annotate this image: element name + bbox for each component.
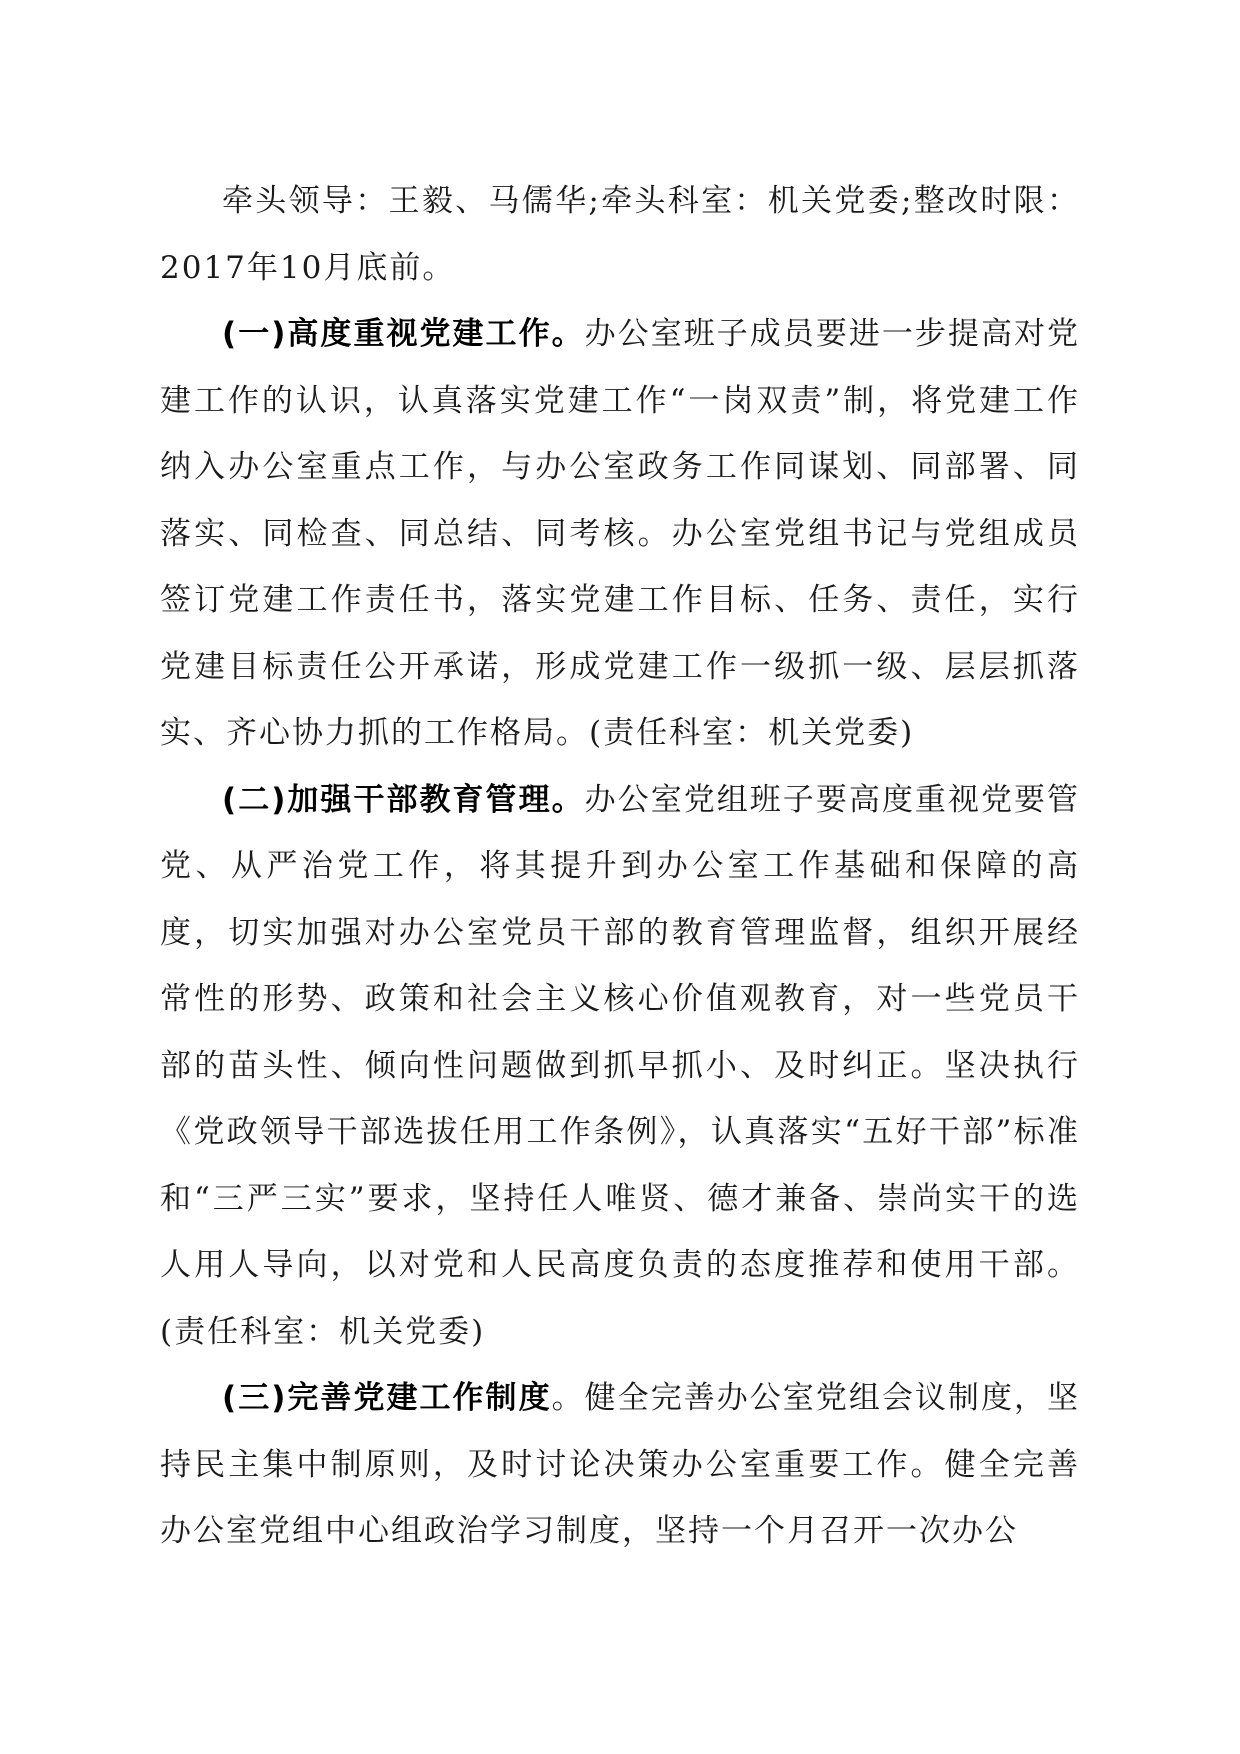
paragraph-section-1 [160,301,1080,767]
document-body [160,168,1080,1565]
section-2-heading: (二)加强干部教育管理。 [222,781,585,818]
section-2-text: 办公室党组班子要高度重视党要管党、从严治党工作，将其提升到办公室工作基础和保障的高度，切实加强对办公室党员干部的教育管理监督，组织开展经常性的形势、政策和社会主义核心价值观教育，对一些党员干部的苗头性、倾向性问题做到抓早抓小、及时纠正。坚决执行《党政领导干部选拔任用工作条例》，认真落实“五好干部”标准和“三严三实”要求，坚持任人唯贤、德才兼备、崇尚实干的选人用人导向，以对党和人民高度负责的态度推荐和使用干部。(责任科室：机关党委) [160,781,1080,1350]
section-1-heading: (一)高度重视党建工作。 [222,316,585,352]
paragraph-lead-text: 牵头领导：王毅、马儒华;牵头科室：机关党委;整改时限：2017年10月底前。 [160,183,1080,286]
section-3-heading: (三)完善党建工作制度 [222,1380,552,1416]
paragraph-lead [160,168,1080,301]
paragraph-section-3 [160,1365,1080,1565]
section-3-text: 。健全完善办公室党组会议制度，坚持民主集中制原则，及时讨论决策办公室重要工作。健全完善办公室党组中心组政治学习制度，坚持一个月召开一次办公 [160,1380,1081,1549]
paragraph-section-2 [160,767,1080,1366]
section-1-text: 办公室班子成员要进一步提高对党建工作的认识，认真落实党建工作“一岗双责”制，将党建工作纳入办公室重点工作，与办公室政务工作同谋划、同部署、同落实、同检查、同总结、同考核。办公室党组书记与党组成员签订党建工作责任书，落实党建工作目标、任务、责任，实行党建目标责任公开承诺，形成党建工作一级抓一级、层层抓落实、齐心协力抓的工作格局。(责任科室：机关党委) [160,316,1080,751]
